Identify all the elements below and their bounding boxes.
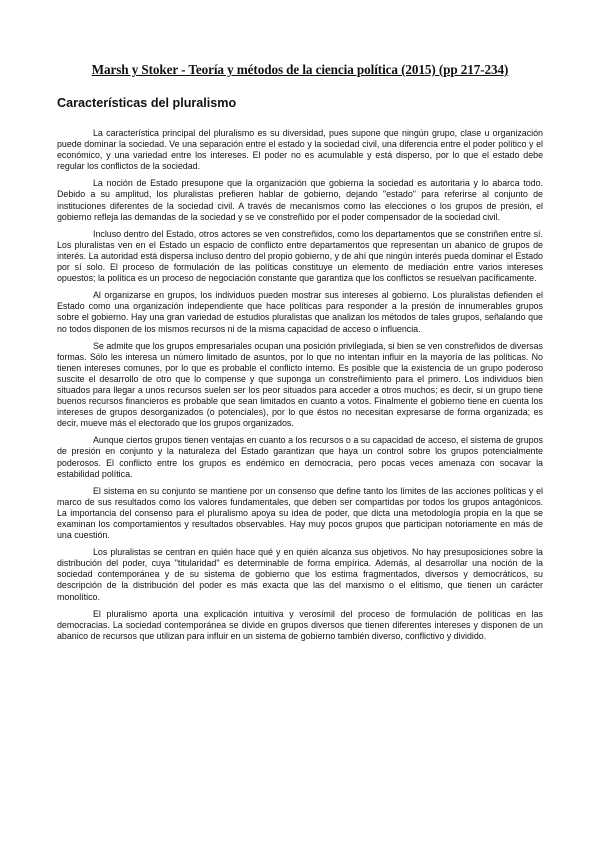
- body-text: [57, 128, 543, 642]
- paragraph: Incluso dentro del Estado, otros actores se ven constreñidos, como los departamentos que se constriñen entre sí. Los pluralistas ven en el Estado un espacio de conflicto entre departamentos que representan un abanico de grupos de interés. La autoridad está dispersa incluso dentro del propio gobierno, y de ahí que ningún interés pueda dominar el Estado por sí solo. El proceso de formulación de las políticas constituye un elemento de mediación entre varios intereses opuestos; la política es un proceso de negociación constante que garantiza que los conflictos se resuelvan pacíficamente.: [57, 228, 543, 284]
- section-heading: Características del pluralismo: [57, 96, 237, 110]
- paragraph: La noción de Estado presupone que la organización que gobierna la sociedad es autoritaria y lo abarca todo. Debido a su amplitud, los pluralistas prefieren hablar de gobierno, dejando "estado" para referirse al conjunto de instituciones diferentes de la sociedad civil. A través de mecanismos como las elecciones o los grupos de presión, el gobierno refleja las demandas de la sociedad y se ve constreñido por el poder compensador de la sociedad civil.: [57, 178, 543, 222]
- paragraph: Se admite que los grupos empresariales ocupan una posición privilegiada, si bien se ven constreñidos de diversas formas. Sólo les interesa un número limitado de asuntos, por lo que no intentan influir en la mayoría de las políticas. No tienen intereses comunes, por lo que es probable el conflicto interno. Es posible que la existencia de un grupo poderoso suscite el desarrollo de otro que lo compense y que suponga un constreñimiento para el primero. Los individuos bien situados para llegar a unos recursos suelen ser los peor situados para acceder a otros muchos; es decir, si un grupo tiene buenos recursos financieros es probable que sean limitados en cuanto a votos. Finalmente el gobierno tiene en cuenta los intereses de grupos desorganizados (o potenciales), por lo que éstos no necesitan expresarse de forma organizada; es decir, mueve más el electorado que los grupos organizados.: [57, 340, 543, 429]
- paragraph: Aunque ciertos grupos tienen ventajas en cuanto a los recursos o a su capacidad de acceso, el sistema de grupos de presión en conjunto y la naturaleza del Estado garantizan que haya un control sobre los grupos potencialmente poderosos. El conflicto entre los grupos es endémico en democracia, pero pocas veces amenaza con socavar la estabilidad política.: [57, 435, 543, 479]
- paragraph: La característica principal del pluralismo es su diversidad, pues supone que ningún grupo, clase u organización puede dominar la sociedad. Ve una separación entre el estado y la sociedad civil, una diferencia entre el poder político y el económico, y una variedad entre los intereses. El poder no es acumulable y está disperso, por lo que el estado debe regular los conflictos de la sociedad.: [57, 128, 543, 172]
- paragraph: Al organizarse en grupos, los individuos pueden mostrar sus intereses al gobierno. Los pluralistas defienden el Estado como una organización independiente que hace políticas para responder a la presión de innumerables grupos sobre el gobierno. Hay una gran variedad de estudios pluralistas que analizan los métodos de tales grupos, señalando que no todos disponen de los mismos recursos ni de la misma capacidad de acceso o influencia.: [57, 290, 543, 334]
- paragraph: El pluralismo aporta una explicación intuitiva y verosímil del proceso de formulación de políticas en las democracias. La sociedad contemporánea se divide en grupos diversos que tienen diferentes intereses y disponen de un abanico de recursos que utilizan para influir en un sistema de gobierno también diverso, conflictivo y dividido.: [57, 608, 543, 641]
- document-title: Marsh y Stoker - Teoría y métodos de la ciencia política (2015) (pp 217-234): [91, 62, 509, 77]
- paragraph: Los pluralistas se centran en quién hace qué y en quién alcanza sus objetivos. No hay presuposiciones sobre la distribución del poder, cuya "titularidad" es determinable de forma empírica. Además, al desarrollar una noción de la sociedad contemporánea y de su sistema de gobierno que los estima fragmentados, diversos y democráticos, su descripción de la distribución del poder es más exacta que las del marxismo o el elitismo, que tienen un carácter monolítico.: [57, 547, 543, 602]
- paragraph: El sistema en su conjunto se mantiene por un consenso que define tanto los límites de las acciones políticas y el marco de sus resultados como los valores fundamentales, que deben ser compartidas por todos los grupos antagónicos. La importancia del consenso para el pluralismo apoya su idea de poder, que dicta una metodología propia en la que se examinan los comportamientos y resultados observables. Hay muy pocos grupos que participan notoriamente en más de una cuestión.: [57, 485, 543, 541]
